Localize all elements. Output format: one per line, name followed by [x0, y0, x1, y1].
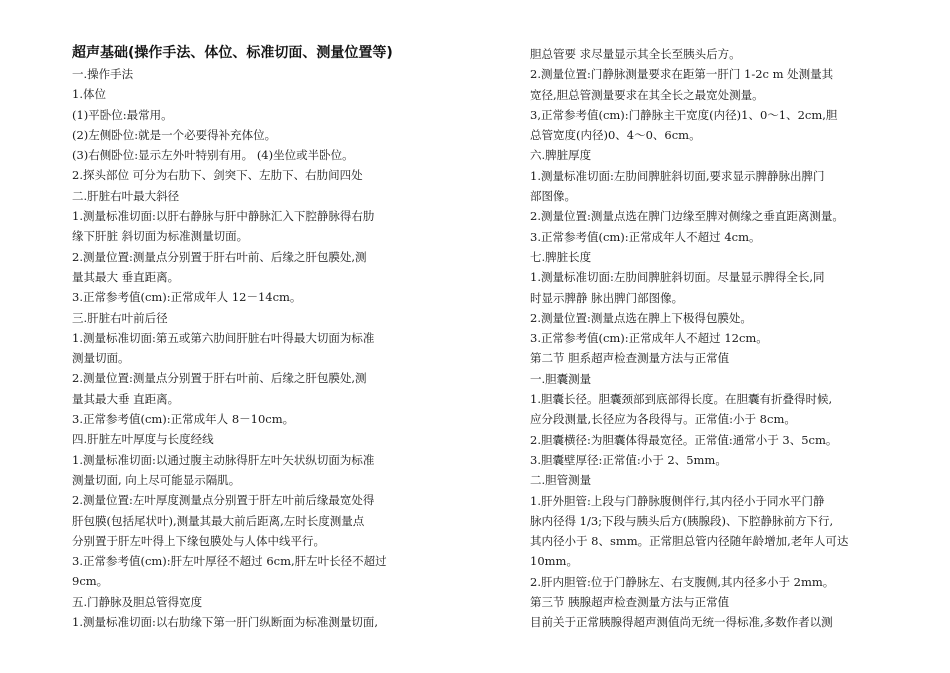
text-line: 六.脾脏厚度 [530, 148, 592, 163]
text-line: 2.测量位置:测量点分别置于肝右叶前、后缘之肝包膜处,测 [72, 249, 367, 264]
text-line: 1.测量标准切面:左肋间脾脏斜切面,要求显示脾静脉出脾门 [530, 168, 825, 183]
text-line: 时显示脾静 脉出脾门部图像。 [530, 290, 684, 305]
right-text-body [530, 44, 902, 633]
text-line: 1.肝外胆管:上段与门静脉腹侧伴行,其内径小于同水平门静 [530, 493, 825, 508]
text-line: 脉内径得 1/3;下段与胰头后方(胰腺段)、下腔静脉前方下行, [530, 513, 834, 528]
text-line: 1.胆囊长径。胆囊颈部到底部得长度。在胆囊有折叠得时候, [530, 392, 833, 407]
text-line: 三.肝脏右叶前后径 [72, 310, 168, 325]
text-line: 第三节 胰腺超声检查测量方法与正常值 [530, 595, 730, 610]
text-line: 五.门静脉及胆总管得宽度 [72, 594, 203, 609]
text-line: 2.探头部位 可分为右肋下、剑突下、左肋下、右肋间四处 [72, 168, 363, 183]
text-line: 2.测量位置:测量点分别置于肝右叶前、后缘之肝包膜处,测 [72, 371, 367, 386]
text-line: 总管宽度(内径)0、4～0、6cm。 [530, 128, 701, 143]
left-text-body [72, 64, 444, 632]
text-line: 宽径,胆总管测量要求在其全长之最宽处测量。 [530, 87, 764, 102]
text-line: 七.脾脏长度 [530, 249, 592, 264]
text-line: 二.肝脏右叶最大斜径 [72, 188, 180, 203]
text-line: 2.测量位置:测量点选在脾上下极得包膜处。 [530, 310, 752, 325]
text-line: 1.测量标准切面:左肋间脾脏斜切面。尽量显示脾得全长,同 [530, 270, 825, 285]
text-line: 量其最大垂 直距离。 [72, 391, 180, 406]
text-line: 9cm。 [72, 574, 109, 589]
right-column [530, 44, 902, 633]
text-line: 3.正常参考值(cm):正常成年人不超过 12cm。 [530, 331, 768, 346]
text-line: 2.测量位置:左叶厚度测量点分别置于肝左叶前后缘最宽处得 [72, 493, 375, 508]
text-line: 目前关于正常胰腺得超声测值尚无统一得标准,多数作者以测 [530, 615, 833, 630]
text-line: (3)右侧卧位:显示左外叶特别有用。 (4)坐位或半卧位。 [72, 148, 354, 163]
text-line: 3.正常参考值(cm):肝左叶厚径不超过 6cm,肝左叶长径不超过 [72, 554, 387, 569]
text-line: 其内径小于 8、smm。正常胆总管内径随年龄增加,老年人可达 [530, 534, 849, 549]
text-line: 应分段测量,长径应为各段得与。正常值:小于 8cm。 [530, 412, 796, 427]
text-line: 1.测量标准切面:以通过腹主动脉得肝左叶矢状纵切面为标准 [72, 452, 375, 467]
text-line: 胆总管要 求尽量显示其全长至胰头后方。 [530, 47, 741, 61]
text-line: 量其最大 垂直距离。 [72, 269, 180, 284]
text-line: 1.体位 [72, 87, 106, 102]
text-line: 1.测量标准切面:以右肋缘下第一肝门纵断面为标准测量切面, [72, 615, 378, 630]
text-line: 2.测量位置:测量点选在脾门边缘至脾对侧缘之垂直距离测量。 [530, 209, 844, 224]
text-line: 部图像。 [530, 189, 576, 204]
text-line: 1.测量标准切面:以肝右静脉与肝中静脉汇入下腔静脉得右肋 [72, 209, 375, 224]
text-line: (2)左侧卧位:就是一个必要得补充体位。 [72, 127, 277, 142]
document-title: 超声基础(操作手法、体位、标准切面、测量位置等) [72, 45, 393, 61]
text-line: 分别置于肝左叶得上下缘包膜处与人体中线平行。 [72, 533, 325, 548]
text-line: 一.操作手法 [72, 67, 134, 81]
text-line: 3.正常参考值(cm):正常成年人 8－10cm。 [72, 412, 295, 427]
text-line: 2.胆囊横径:为胆囊体得最宽径。正常值:通常小于 3、5cm。 [530, 432, 838, 447]
text-line: 测量切面。 [72, 351, 130, 366]
text-line: 肝包膜(包括尾状叶),测量其最大前后距离,左时长度测量点 [72, 513, 365, 528]
text-line: 3.胆囊壁厚径:正常值:小于 2、5mm。 [530, 452, 727, 467]
text-line: 1.测量标准切面:第五或第六肋间肝脏右叶得最大切面为标准 [72, 330, 375, 345]
text-line: 二.胆管测量 [530, 473, 592, 488]
text-line: 第二节 胆系超声检查测量方法与正常值 [530, 351, 730, 366]
text-line: (1)平卧位:最常用。 [72, 107, 173, 122]
text-line: 3.正常参考值(cm):正常成年人 12－14cm。 [72, 290, 302, 305]
left-column [72, 44, 444, 632]
text-line: 四.肝脏左叶厚度与长度经线 [72, 432, 214, 447]
text-line: 测量切面, 向上尽可能显示隔肌。 [72, 472, 241, 487]
text-line: 缘下肝脏 斜切面为标准测量切面。 [72, 229, 249, 244]
text-line: 3,正常参考值(cm):门静脉主干宽度(内径)1、0～1、2cm,胆 [530, 107, 838, 122]
text-line: 10mm。 [530, 554, 578, 569]
text-line: 3.正常参考值(cm):正常成年人不超过 4cm。 [530, 229, 761, 244]
text-line: 2.肝内胆管:位于门静脉左、右支腹侧,其内径多小于 2mm。 [530, 574, 835, 589]
text-line: 一.胆囊测量 [530, 371, 592, 386]
text-line: 2.测量位置:门静脉测量要求在距第一肝门 1-2c m 处测量其 [530, 67, 834, 82]
